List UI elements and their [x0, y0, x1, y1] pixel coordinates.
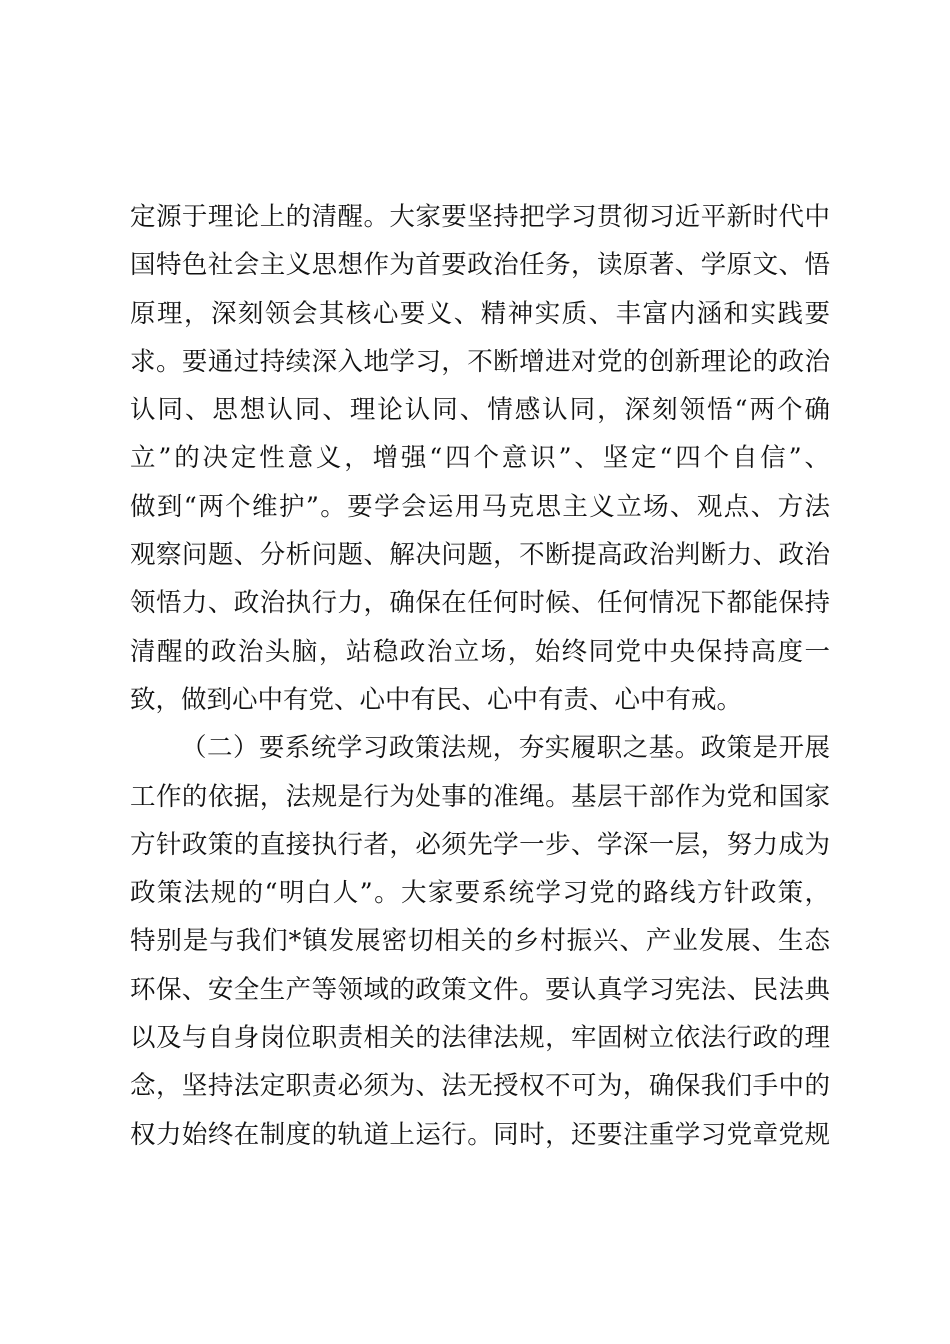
text-line: 观察问题、分析问题、解决问题，不断提高政治判断力、政治 [130, 540, 830, 571]
text-line: 政策法规的“明白人”。大家要系统学习党的路线方针政策， [130, 878, 830, 909]
text-line: 求。要通过持续深入地学习，不断增进对党的创新理论的政治 [130, 346, 830, 377]
text-line: 领悟力、政治执行力，确保在任何时候、任何情况下都能保持 [130, 588, 830, 619]
paragraph-1 [130, 193, 830, 724]
text-line: 环保、安全生产等领域的政策文件。要认真学习宪法、民法典 [130, 974, 830, 1005]
text-line: 认同、思想认同、理论认同、情感认同，深刻领悟“两个确 [130, 395, 830, 426]
text-line: 国特色社会主义思想作为首要政治任务，读原著、学原文、悟 [130, 250, 830, 281]
text-line: 清醒的政治头脑，站稳政治立场，始终同党中央保持高度一 [130, 636, 830, 667]
document-body [130, 193, 830, 1159]
text-line: 立”的决定性意义，增强“四个意识”、坚定“四个自信”、 [130, 443, 830, 474]
text-line: 方针政策的直接执行者，必须先学一步、学深一层，努力成为 [130, 829, 830, 860]
text-line: （二）要系统学习政策法规，夯实履职之基。政策是开展 [181, 733, 830, 764]
text-line: 以及与自身岗位职责相关的法律法规，牢固树立依法行政的理 [130, 1023, 830, 1054]
text-line: 定源于理论上的清醒。大家要坚持把学习贯彻习近平新时代中 [130, 202, 830, 232]
text-line: 特别是与我们*镇发展密切相关的乡村振兴、产业发展、生态 [130, 926, 830, 957]
text-line: 做到“两个维护”。要学会运用马克思主义立场、观点、方法 [130, 491, 830, 522]
text-line: 工作的依据，法规是行为处事的准绳。基层干部作为党和国家 [130, 781, 830, 812]
text-line: 权力始终在制度的轨道上运行。同时，还要注重学习党章党规 [130, 1119, 830, 1150]
text-line: 念，坚持法定职责必须为、法无授权不可为，确保我们手中的 [130, 1071, 830, 1102]
text-line: 原理，深刻领会其核心要义、精神实质、丰富内涵和实践要 [130, 298, 830, 329]
text-line: 致，做到心中有党、心中有民、心中有责、心中有戒。 [130, 684, 743, 715]
paragraph-2 [130, 724, 830, 1159]
